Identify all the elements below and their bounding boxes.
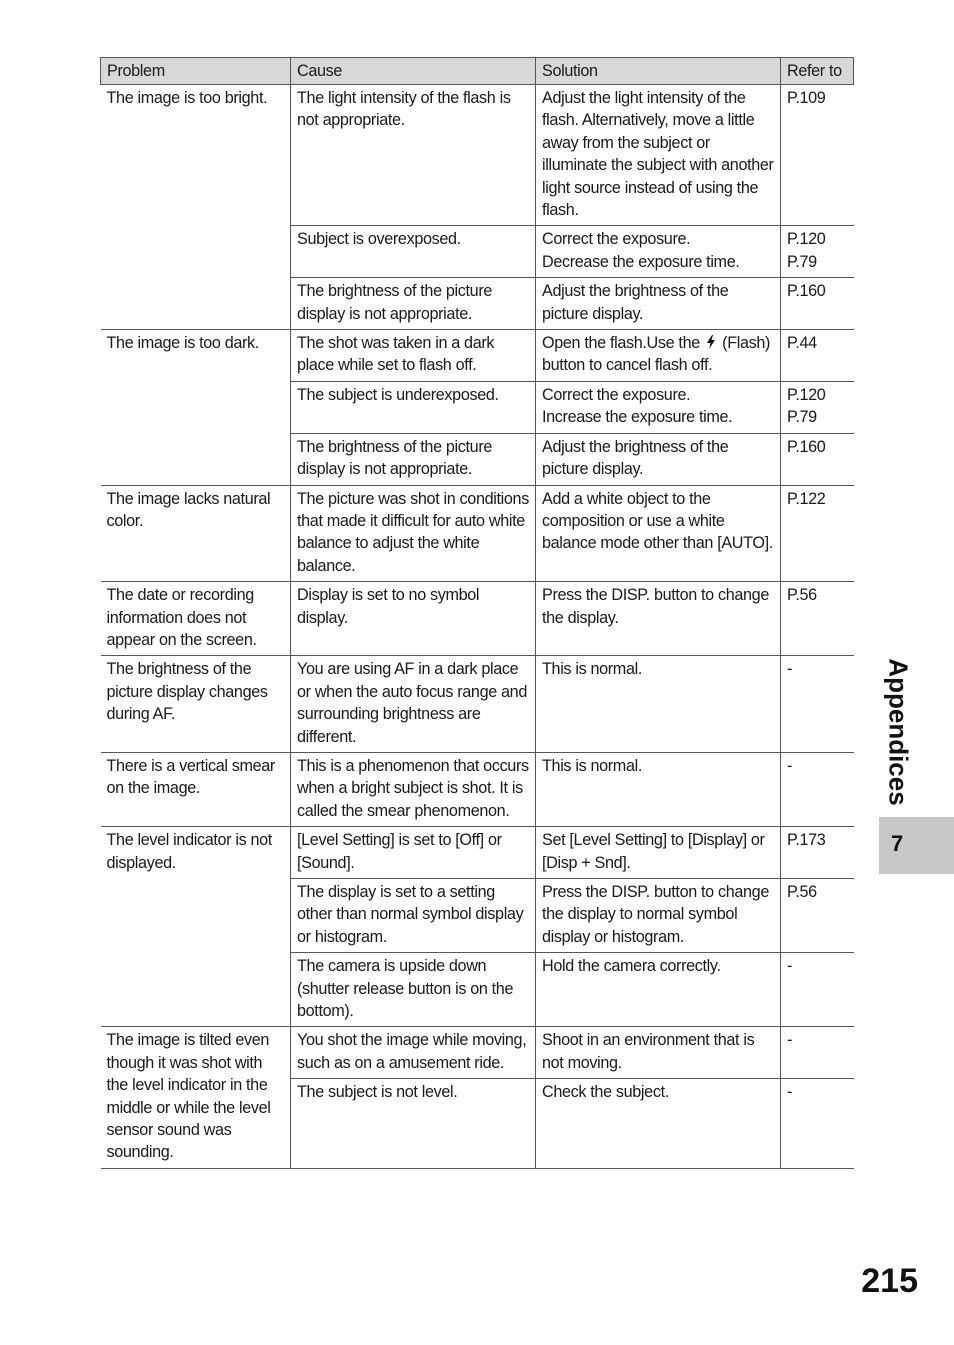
cell-refer-to: P.56 (781, 582, 854, 656)
table-header-row (101, 58, 854, 85)
table-row (101, 85, 854, 226)
cell-cause: [Level Setting] is set to [Off] or [Sound]. (291, 827, 536, 879)
cell-solution: Shoot in an environment that is not moving. (536, 1027, 781, 1079)
cell-solution: This is normal. (536, 752, 781, 826)
table-row (101, 485, 854, 582)
cell-cause: The subject is not level. (291, 1079, 536, 1169)
cell-problem: The image is too bright. (101, 85, 291, 330)
cell-solution: Open the flash.Use the (Flash) button to cancel flash off. (536, 330, 781, 382)
chapter-tab-text: Appendices (883, 658, 914, 806)
table-row (101, 330, 854, 382)
table-row (101, 1027, 854, 1079)
cell-cause: You shot the image while moving, such as on a amusement ride. (291, 1027, 536, 1079)
cell-problem: The image lacks natural color. (101, 485, 291, 582)
cell-refer-to: P.44 (781, 330, 854, 382)
cell-refer-to: P.160 (781, 433, 854, 485)
cell-solution: Adjust the light intensity of the flash. Alternatively, move a little away from the subject or illuminate the subject with another light source instead of using the flash. (536, 85, 781, 226)
header-problem: Problem (101, 58, 291, 85)
cell-solution: Correct the exposure. Increase the exposure time. (536, 381, 781, 433)
cell-refer-to: - (781, 752, 854, 826)
header-cause: Cause (291, 58, 536, 85)
cell-refer-to: - (781, 953, 854, 1027)
cell-cause: Display is set to no symbol display. (291, 582, 536, 656)
table-row (101, 752, 854, 826)
cell-solution: Adjust the brightness of the picture display. (536, 278, 781, 330)
chapter-tab-label (878, 652, 918, 812)
cell-cause: The display is set to a setting other than normal symbol display or histogram. (291, 879, 536, 953)
table-body (101, 85, 854, 1169)
cell-solution: Add a white object to the composition or use a white balance mode other than [AUTO]. (536, 485, 781, 582)
cell-solution: Hold the camera correctly. (536, 953, 781, 1027)
header-refer-to: Refer to (781, 58, 854, 85)
cell-solution: Check the subject. (536, 1079, 781, 1169)
cell-solution: Correct the exposure. Decrease the exposure time. (536, 226, 781, 278)
table-row (101, 827, 854, 879)
cell-refer-to: P.56 (781, 879, 854, 953)
page-number: 215 (861, 1262, 918, 1300)
cell-refer-to: P.122 (781, 485, 854, 582)
cell-cause: You are using AF in a dark place or when the auto focus range and surrounding brightness are different. (291, 656, 536, 753)
cell-solution: Adjust the brightness of the picture display. (536, 433, 781, 485)
cell-problem: The brightness of the picture display changes during AF. (101, 656, 291, 753)
cell-refer-to: - (781, 1079, 854, 1169)
cell-cause: The light intensity of the flash is not appropriate. (291, 85, 536, 226)
cell-cause: Subject is overexposed. (291, 226, 536, 278)
table-row (101, 656, 854, 753)
cell-cause: This is a phenomenon that occurs when a bright subject is shot. It is called the smear phenomenon. (291, 752, 536, 826)
cell-solution: Set [Level Setting] to [Display] or [Disp + Snd]. (536, 827, 781, 879)
cell-cause: The camera is upside down (shutter release button is on the bottom). (291, 953, 536, 1027)
cell-cause: The brightness of the picture display is not appropriate. (291, 433, 536, 485)
cell-solution: Press the DISP. button to change the display. (536, 582, 781, 656)
cell-solution: Press the DISP. button to change the display to normal symbol display or histogram. (536, 879, 781, 953)
table-row (101, 582, 854, 656)
cell-refer-to: P.160 (781, 278, 854, 330)
troubleshooting-table (100, 57, 854, 1169)
cell-problem: The image is tilted even though it was shot with the level indicator in the middle or while the level sensor sound was sounding. (101, 1027, 291, 1169)
header-solution: Solution (536, 58, 781, 85)
cell-cause: The shot was taken in a dark place while set to flash off. (291, 330, 536, 382)
cell-problem: The image is too dark. (101, 330, 291, 485)
cell-problem: The level indicator is not displayed. (101, 827, 291, 1027)
cell-refer-to: - (781, 656, 854, 753)
cell-cause: The subject is underexposed. (291, 381, 536, 433)
flash-icon (706, 335, 716, 349)
chapter-number-box (879, 817, 954, 874)
cell-solution: This is normal. (536, 656, 781, 753)
cell-refer-to: P.173 (781, 827, 854, 879)
cell-cause: The brightness of the picture display is not appropriate. (291, 278, 536, 330)
cell-cause: The picture was shot in conditions that made it difficult for auto white balance to adjust the white balance. (291, 485, 536, 582)
cell-refer-to: P.120 P.79 (781, 226, 854, 278)
cell-refer-to: P.120 P.79 (781, 381, 854, 433)
cell-problem: The date or recording information does not appear on the screen. (101, 582, 291, 656)
cell-refer-to: P.109 (781, 85, 854, 226)
cell-refer-to: - (781, 1027, 854, 1079)
cell-problem: There is a vertical smear on the image. (101, 752, 291, 826)
chapter-number: 7 (891, 831, 904, 856)
